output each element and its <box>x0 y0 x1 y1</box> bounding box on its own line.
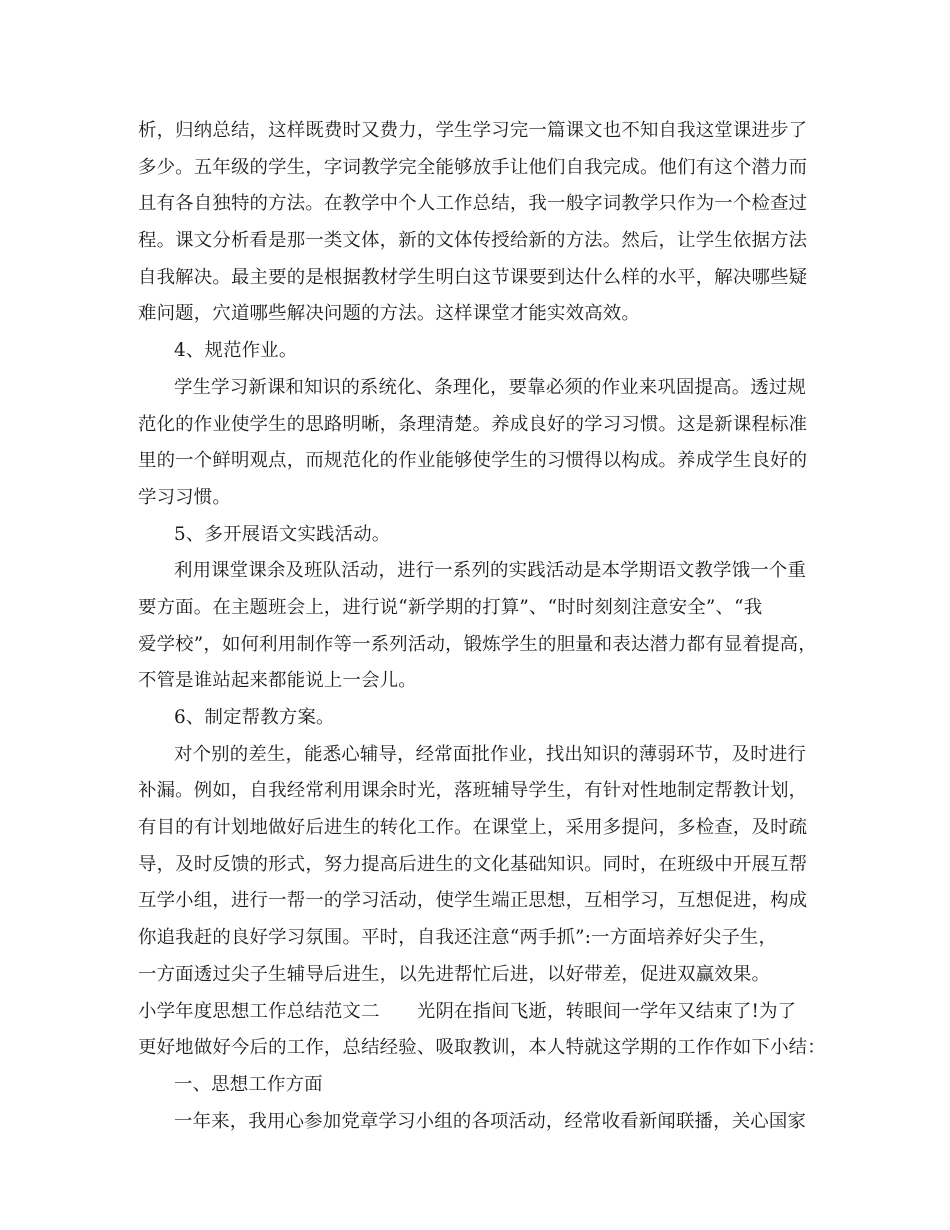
text-line: 学习习惯。 <box>138 486 231 508</box>
text-line: 5、多开展语文实践活动。 <box>174 523 391 545</box>
text-line: 要方面。在主题班会上，进行说“新学期的打算”、“时时刻刻注意安全”、“我 <box>138 596 763 618</box>
text-line: 更好地做好今后的工作，总结经验、吸取教训，本人特就这学期的工作作如下小结： <box>138 1037 826 1059</box>
text-line: 难问题，穴道哪些解决问题的方法。这样课堂才能实效高效。 <box>138 303 640 325</box>
text-line: 里的一个鲜明观点，而规范化的作业能够使学生的习惯得以构成。养成学生良好的 <box>138 450 808 472</box>
text-line: 6、制定帮教方案。 <box>174 707 335 728</box>
text-line: 补漏。例如，自我经常利用课余时光，落班辅导学生，有针对性地制定帮教计划， <box>138 780 808 802</box>
text-line: 你追我赶的良好学习氛围。平时，自我还注意“两手抓”:一方面培养好尖子生， <box>138 927 778 949</box>
text-line: 自我解决。最主要的是根据教材学生明白这节课要到达什么样的水平，解决哪些疑 <box>138 266 808 288</box>
text-line: 对个别的差生，能悉心辅导，经常面批作业，找出知识的薄弱环节，及时进行 <box>174 743 807 765</box>
text-line: 爱学校”，如何利用制作等一系列活动，锻炼学生的胆量和表达潜力都有显着提高， <box>138 633 817 655</box>
text-line: 程。课文分析看是那一类文体，新的文体传授给新的方法。然后，让学生依据方法 <box>138 230 808 252</box>
text-line: 多少。五年级的学生，字词教学完全能够放手让他们自我完成。他们有这个潜力而 <box>138 156 808 178</box>
text-line: 一、思想工作方面 <box>174 1073 323 1095</box>
text-line: 互学小组，进行一帮一的学习活动，使学生端正思想，互相学习，互想促进，构成 <box>138 890 808 912</box>
text-line: 范化的作业使学生的思路明晰，条理清楚。养成良好的学习习惯。这是新课程标准 <box>138 413 808 435</box>
text-line: 小学年度思想工作总结范文二 光阴在指间飞逝，转眼间一学年又结束了!为了 <box>138 1000 797 1022</box>
text-line: 一方面透过尖子生辅导后进生，以先进帮忙后进，以好带差，促进双赢效果。 <box>138 963 771 985</box>
text-line: 不管是谁站起来都能说上一会儿。 <box>138 670 417 692</box>
text-line: 一年来，我用心参加党章学习小组的各项活动，经常收看新闻联播，关心国家 <box>174 1110 807 1132</box>
text-line: 学生学习新课和知识的系统化、条理化，要靠必须的作业来巩固提高。透过规 <box>174 376 807 398</box>
text-line: 导，及时反馈的形式，努力提高后进生的文化基础知识。同时，在班级中开展互帮 <box>138 853 808 875</box>
text-line: 且有各自独特的方法。在教学中个人工作总结，我一般字词教学只作为一个检查过 <box>138 193 808 215</box>
document-body <box>138 113 828 1140</box>
text-line: 析，归纳总结，这样既费时又费力，学生学习完一篇课文也不知自我这堂课进步了 <box>138 120 808 141</box>
text-line: 有目的有计划地做好后进生的转化工作。在课堂上，采用多提问，多检查，及时疏 <box>138 817 808 839</box>
text-line: 利用课堂课余及班队活动，进行一系列的实践活动是本学期语文教学饿一个重 <box>174 560 807 582</box>
text-line: 4、规范作业。 <box>174 340 298 362</box>
